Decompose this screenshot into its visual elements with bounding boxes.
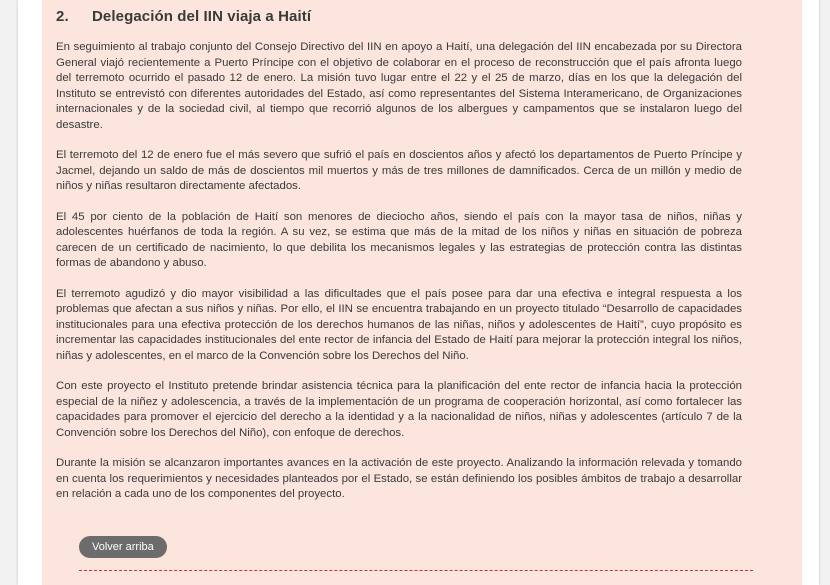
article-body: [56, 40, 742, 518]
section-divider: [79, 570, 753, 571]
article-paragraph-6: Durante la misión se alcanzaron importantes avances en la activación de este proyecto. Analizando la información relevada y tomando en cuenta los requerimientos y necesidades planteados por el Estado, se están definiendo los posibles ámbitos de trabajo a desarrollar en relación a cada uno de los componentes del proyecto.: [56, 457, 742, 500]
article-paragraph-4: El terremoto agudizó y dio mayor visibilidad a las dificultades que el país posee para dar una efectiva e integral respuesta a los problemas que afectan a sus niños y niñas. Por ello, el IIN se encuentra trabajando en un proyecto titulado “Desarrollo de capacidades institucionales para una efectiva protección de los derechos humanos de las niñas, niños y adolescentes de Haití”, cuyo propósito es incrementar las capacidades institucionales del ente rector de infancia del Estado de Haití para mejorar la protección integral los niños, niñas y adolescentes, en el marco de la Convención sobre los Derechos del Niño.: [56, 287, 742, 362]
article-paragraph-5: Con este proyecto el Instituto pretende brindar asistencia técnica para la planificación del ente rector de infancia hacia la protección especial de la niñez y adolescencia, a través de la implementación de un programa de cooperación horizontal, así como fortalecer las capacidades para promover el ejercicio del derecho a la identidad y a la nacionalidad de niños, niñas y adolescentes (artículo 7 de la Convención sobre los Derechos del Niño), con enfoque de derechos.: [56, 380, 742, 439]
back-to-top-button[interactable]: Volver arriba: [79, 536, 167, 558]
article-paragraph-1: En seguimiento al trabajo conjunto del Consejo Directivo del IIN en apoyo a Haití, una delegación del IIN encabezada por su Directora General viajó recientemente a Puerto Príncipe con el objetivo de colaborar en el proceso de reconstrucción que el país afronta luego del terremoto ocurrido el pasado 12 de enero. La misión tuvo lugar entre el 22 y el 25 de marzo, días en los que la delegación del Instituto se entrevistó con diferentes autoridades del Estado, así como representantes del Sistema Interamericano, de Organizaciones internacionales y de la sociedad civil, al tiempo que recorrió algunos de los albergues y campamentos que se instalaron luego del desastre.: [56, 41, 742, 131]
section-heading: [56, 8, 311, 25]
article-paragraph-2: El terremoto del 12 de enero fue el más severo que sufrió el país en doscientos años y afectó los departamentos de Puerto Príncipe y Jacmel, dejando un saldo de más de doscientos mil muertos y más de tres millones de damnificados. Cerca de un millón y medio de niños y niñas resultaron directamente afectados.: [56, 149, 742, 192]
section-title: Delegación del IIN viaja a Haití: [92, 8, 312, 25]
article-paragraph-3: El 45 por ciento de la población de Haití son menores de dieciocho años, siendo el país con la mayor tasa de niños, niñas y adolescentes huérfanos de toda la región. A su vez, se estima que más de la mitad de los niños y niñas en situación de pobreza carecen de un certificado de nacimiento, lo que debilita los mecanismos legales y las estrategias de protección contra las distintas formas de abandono y abuso.: [56, 210, 742, 269]
section-number: 2.: [56, 8, 69, 25]
